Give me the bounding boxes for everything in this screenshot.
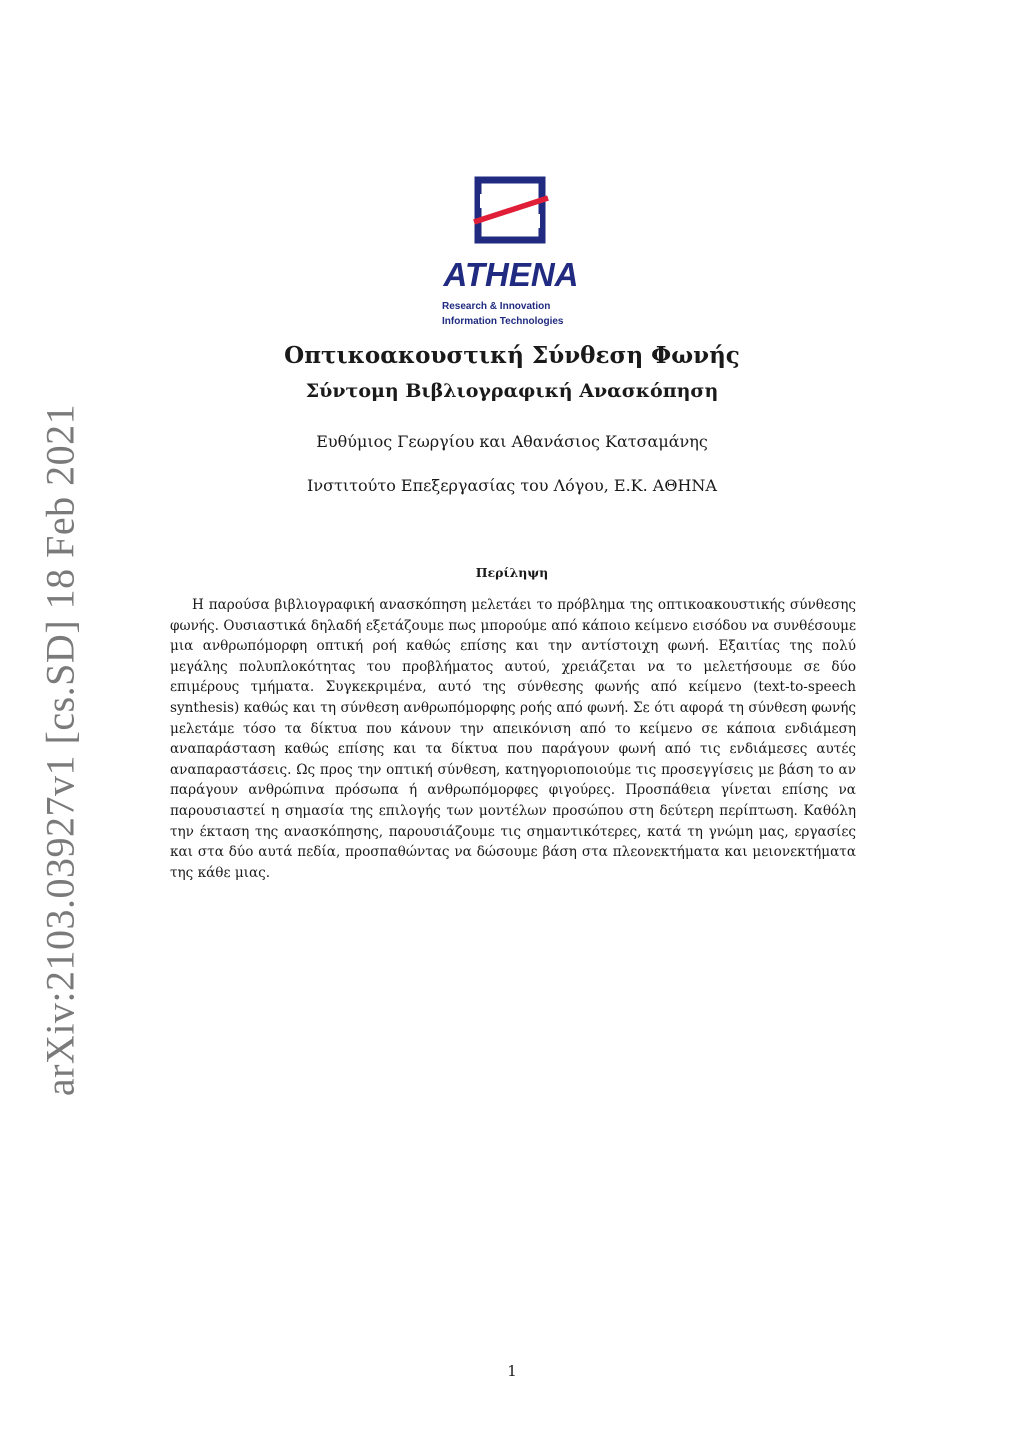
logo-tagline-2: Information Technologies (442, 316, 564, 327)
paper-subtitle: Σύντομη Βιβλιογραφική Ανασκόπηση (305, 380, 719, 402)
paper-affiliation: Ινστιτούτο Επεξεργασίας του Λόγου, Ε.Κ. ΑΘΗΝΑ (307, 476, 717, 495)
logo-wordmark: ATHENA (443, 256, 579, 293)
arxiv-identifier-stamp: arXiv:2103.03927v1 [cs.SD] 18 Feb 2021 (37, 403, 83, 1097)
paper-title: Οπτικοακουστική Σύνθεση Φωνής (284, 342, 740, 369)
page-number: 1 (507, 1362, 517, 1380)
abstract-text: Η παρούσα βιβλιογραφική ανασκόπηση μελετάει το πρόβλημα της οπτικοακουστικής σύνθεσης φωνής. Ουσιαστικά δηλαδή εξετάζουμε πως μπορούμε από κάποιο κείμενο εισόδου να συνθέσουμε μια ανθρωπόμορφη οπτική ροή καθώς επίσης και την αντίστοιχη φωνή. Εξαιτίας της πολύ μεγάλης πολυπλοκότητας του προβλήματος αυτού, χρειάζεται να το μελετήσουμε σε δύο επιμέρους τμήματα. Συγκεκριμένα, αυτό της σύνθεσης φωνής από κείμενο (text-to-speech synthesis) καθώς και τη σύνθεση ανθρωπόμορφης ροής από φωνή. Σε ότι αφορά τη σύνθεση φωνής μελετάμε τόσο τα δίκτυα που κάνουν την απεικόνιση από το κείμενο σε κάποια ενδιάμεση αναπαράσταση καθώς επίσης και τα δίκτυα που παράγουν φωνή από τις ενδιάμεσες αυτές αναπαραστάσεις. Ως προς την οπτική σύνθεση, κατηγοριοποιούμε τις προσεγγίσεις με βάση το αν παράγουν ανθρώπινα πρόσωπα ή ανθρωπόμορφες φιγούρες. Προσπάθεια γίνεται επίσης να παρουσιαστεί η σημασία της επιλογής των μοντέλων προσώπου στη δεύτερη περίπτωση. Καθόλη την έκταση της ανασκόπησης, παρουσιάζουμε τις σημαντικότερες, κατά τη γνώμη μας, εργασίες και στα δύο αυτά πεδία, προσπαθώντας να δώσουμε βάση στα πλεονεκτήματα και μειονεκτήματα της κάθε μιας. (170, 597, 856, 881)
logo-tagline-1: Research & Innovation (442, 301, 551, 312)
paper-authors: Ευθύμιος Γεωργίου και Αθανάσιος Κατσαμάνης (316, 432, 708, 451)
abstract-heading: Περίληψη (475, 565, 549, 580)
athena-logo (440, 176, 582, 328)
